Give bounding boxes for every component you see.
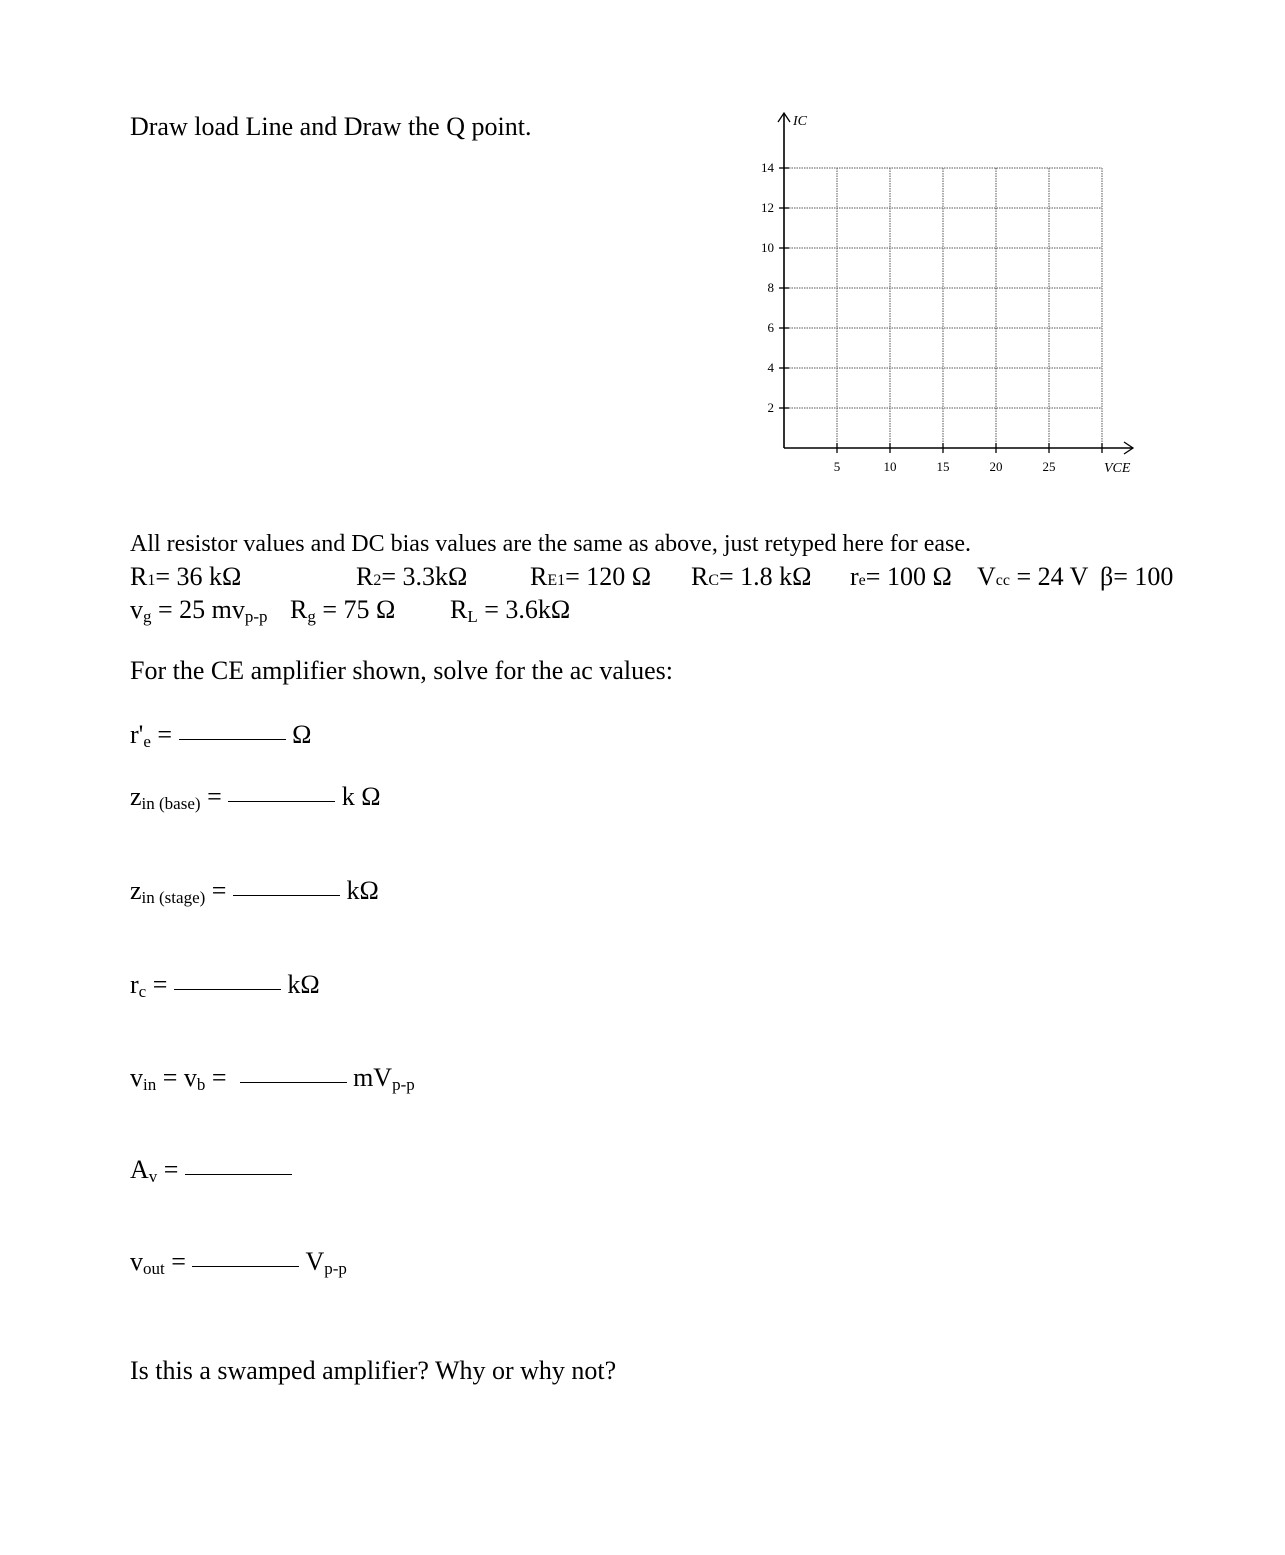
answer-zin-stage [130,876,379,906]
answer-subscript-b: b [196,1075,206,1094]
answer-blank[interactable] [185,1173,292,1175]
question-text: For the CE amplifier shown, solve for the ac values: [130,656,673,685]
answer-blank[interactable] [192,1265,299,1267]
param-rl-subscript: L [467,607,478,626]
y-tick-label: 12 [761,200,774,215]
param-rg [290,595,395,625]
param-rg-subscript: g [307,607,316,626]
param-rl-symbol: R [450,595,468,624]
param-r1 [130,562,241,592]
answer-symbol: A [130,1155,149,1184]
note-text: All resistor values and DC bias values are the same as above, just retyped here for ease. [130,531,972,557]
param-rl-value: = 3.6kΩ [477,595,571,624]
answer-zin-base [130,782,381,812]
param-rc-symbol: R [691,562,709,591]
answer-rc [130,970,320,1000]
answer-vin [130,1063,415,1093]
param-r2 [356,562,467,592]
answer-subscript: in (base) [141,794,201,813]
answer-blank[interactable] [174,988,281,990]
answer-equals: = [146,970,174,999]
answer-subscript: c [138,982,147,1001]
answer-subscript: in [143,1075,157,1094]
answer-unit: V [305,1247,325,1276]
answer-equals: = [157,1155,185,1184]
y-axis-label: IC [793,114,807,129]
answer-unit: mV [353,1063,393,1092]
param-vg-pp: p-p [244,607,268,626]
answer-unit: kΩ [287,970,320,999]
param-r1-subscript: 1 [147,572,156,589]
y-tick-label: 14 [761,160,774,175]
load-line-chart [740,100,1160,490]
answer-blank[interactable] [233,894,340,896]
param-rc-value: = 1.8 kΩ [719,562,812,591]
answer-unit: kΩ [346,876,379,905]
param-vcc-value: = 24 V [1009,562,1089,591]
answer-symbol: r [130,970,139,999]
param-rg-symbol: R [290,595,308,624]
param-re-symbol: r [850,562,859,591]
param-re [850,562,952,592]
answer-equals: = [200,782,229,811]
param-re1-value: = 120 Ω [565,562,652,591]
answer-unit-subscript: p-p [324,1259,347,1278]
answer-symbol: z [130,782,142,811]
answer-symbol: v [130,1063,143,1092]
answer-subscript: in (stage) [141,888,206,907]
final-question: Is this a swamped amplifier? Why or why not? [130,1356,617,1385]
param-rg-value: = 75 Ω [315,595,396,624]
param-vg-subscript: g [143,607,152,626]
param-vg-value: = 25 mv [151,595,245,624]
y-tick-label: 8 [767,280,774,295]
param-re-subscript: e [858,572,866,589]
answer-unit: Ω [292,720,312,749]
x-tick-label: 15 [936,459,950,474]
answer-equals: = v [156,1063,197,1092]
answer-blank[interactable] [240,1081,347,1083]
answer-equals: = [150,720,179,749]
param-rl [450,595,570,625]
answer-subscript: out [143,1259,165,1278]
answer-equals-2: = [205,1063,234,1092]
answer-vout [130,1247,347,1277]
param-vg-symbol: v [130,595,143,624]
answer-symbol: r' [130,720,144,749]
param-vcc [977,562,1088,592]
param-beta: β= 100 [1100,562,1174,591]
answer-av [130,1155,292,1185]
y-tick-label: 2 [767,400,774,415]
answer-blank[interactable] [179,738,286,740]
answer-symbol: v [130,1247,143,1276]
param-re1 [530,562,651,592]
answer-equals: = [164,1247,193,1276]
answer-unit-subscript: p-p [392,1075,415,1094]
x-axis-label: VCE [1104,461,1131,476]
x-tick-label: 20 [989,459,1003,474]
x-tick-label: 5 [833,459,841,474]
param-re1-symbol: R [530,562,548,591]
y-tick-label: 10 [761,240,774,255]
param-re-value: = 100 Ω [865,562,952,591]
x-tick-label: 25 [1042,459,1056,474]
answer-unit: k Ω [341,782,381,811]
y-tick-label: 4 [767,360,774,375]
param-r1-value: = 36 kΩ [155,562,242,591]
answer-re-prime [130,720,311,750]
answer-equals: = [205,876,233,905]
answer-symbol: z [130,876,142,905]
param-r2-subscript: 2 [373,572,382,589]
param-rc [691,562,812,592]
param-vcc-subscript: cc [995,572,1010,589]
param-rc-subscript: C [708,572,720,589]
param-r2-value: = 3.3kΩ [381,562,468,591]
param-r1-symbol: R [130,562,148,591]
answer-subscript: e [143,732,151,751]
param-r2-symbol: R [356,562,374,591]
param-vcc-symbol: V [977,562,996,591]
load-line-prompt: Draw load Line and Draw the Q point. [130,112,532,141]
x-tick-label: 10 [883,459,897,474]
param-re1-subscript: E1 [547,572,566,589]
answer-subscript: v [148,1167,158,1186]
param-vg [130,595,268,625]
answer-blank[interactable] [228,800,335,802]
y-tick-label: 6 [767,320,774,335]
